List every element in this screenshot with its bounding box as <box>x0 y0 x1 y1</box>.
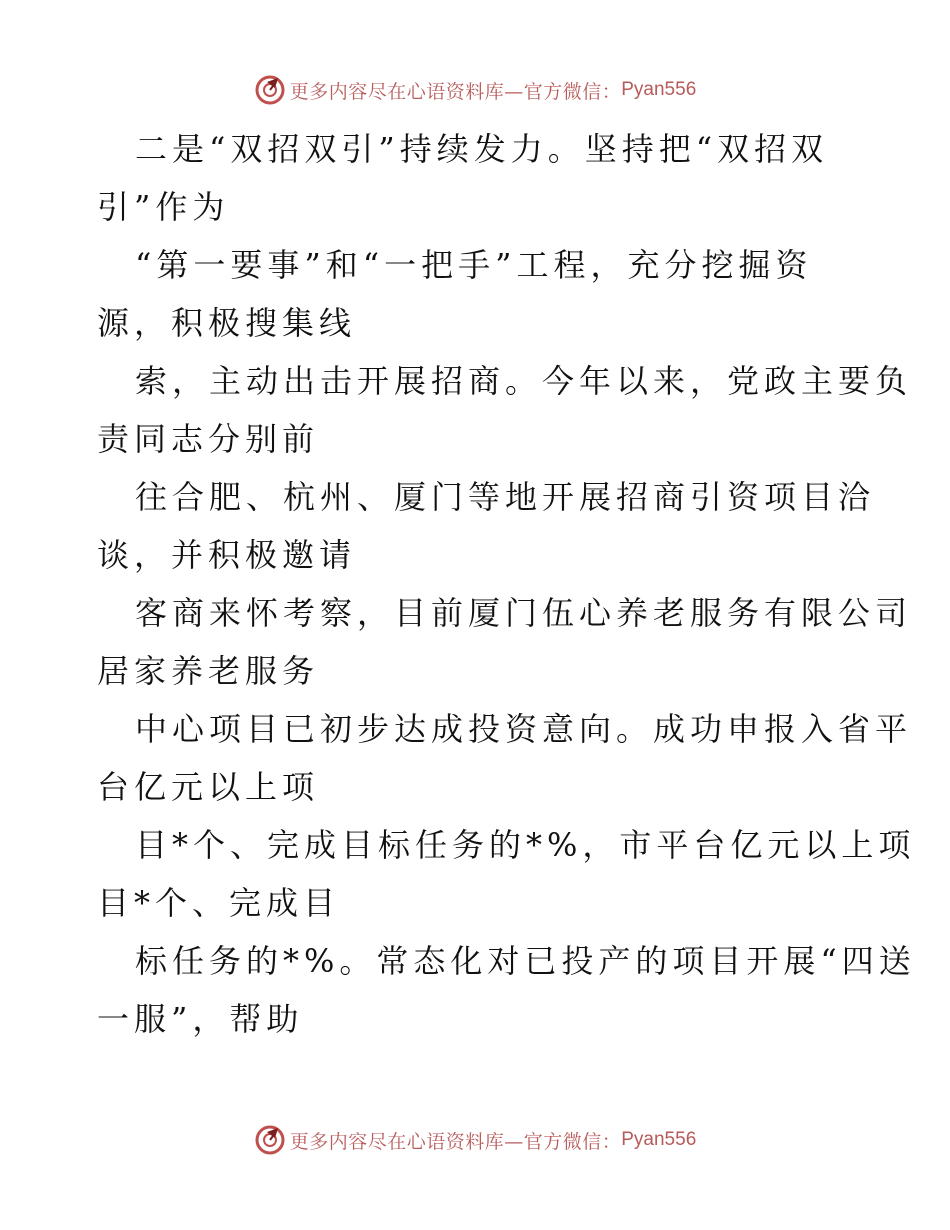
paragraph-line: 目*个、完成目标任务的*%，市平台亿元以上项 <box>135 826 916 864</box>
watermark-brand: Pyan556 <box>621 1129 697 1150</box>
paragraph-line: 谈，并积极邀请 <box>97 536 357 574</box>
paragraph-line: 往合肥、杭州、厦门等地开展招商引资项目洽 <box>135 478 876 516</box>
logo-icon <box>254 1124 286 1156</box>
watermark-brand: Pyan556 <box>621 79 697 100</box>
paragraph-line: 客商来怀考察，目前厦门伍心养老服务有限公司 <box>135 594 913 632</box>
paragraph-line: 一服”，帮助 <box>97 1000 304 1038</box>
paragraph-line: 二是“双招双引”持续发力。坚持把“双招双 <box>135 130 829 168</box>
paragraph-line: 责同志分别前 <box>97 420 320 458</box>
watermark-text: 更多内容尽在心语资料库—官方微信： <box>289 1130 622 1153</box>
header-watermark <box>0 70 950 110</box>
logo-icon <box>254 74 286 106</box>
paragraph-line: “第一要事”和“一把手”工程，充分挖掘资 <box>135 246 813 284</box>
watermark-text: 更多内容尽在心语资料库—官方微信： <box>289 80 622 103</box>
paragraph-line: 索，主动出击开展招商。今年以来，党政主要负 <box>135 362 913 400</box>
paragraph-line: 居家养老服务 <box>97 652 320 690</box>
paragraph-line: 引”作为 <box>97 188 230 226</box>
paragraph-line: 目*个、完成目 <box>97 884 341 922</box>
paragraph-line: 源，积极搜集线 <box>97 304 357 342</box>
paragraph-line: 中心项目已初步达成投资意向。成功申报入省平 <box>135 710 913 748</box>
footer-watermark <box>0 1120 950 1160</box>
document-body <box>97 120 916 1048</box>
paragraph-line: 台亿元以上项 <box>97 768 320 806</box>
paragraph-line: 标任务的*%。常态化对已投产的项目开展“四送 <box>135 942 916 980</box>
